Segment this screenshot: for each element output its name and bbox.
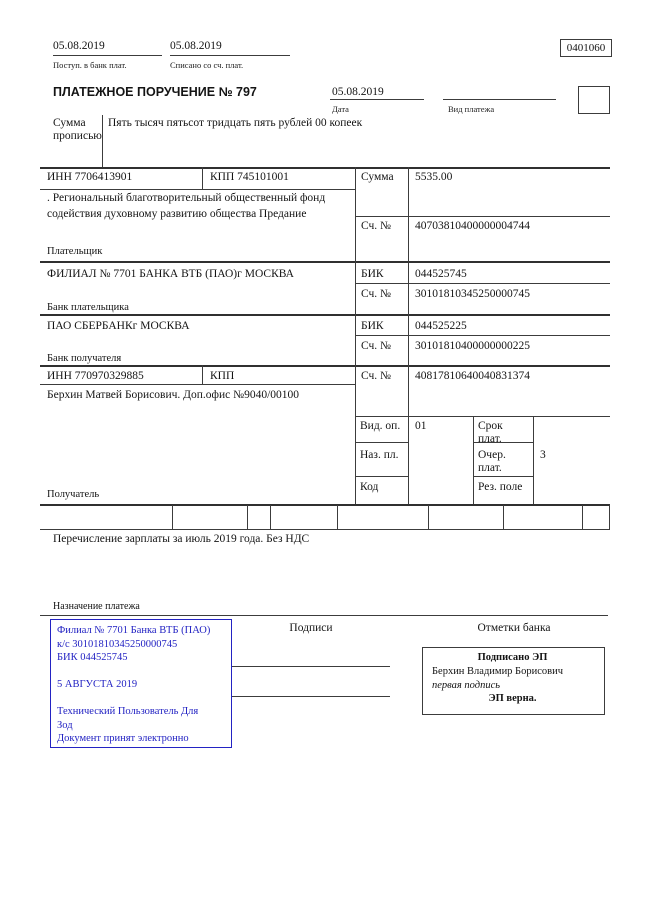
sum-value: 5535.00 (415, 171, 453, 183)
signature-line (232, 666, 390, 667)
table-border (40, 261, 610, 263)
stamp-line: Документ принят электронно (57, 733, 189, 744)
payer-bank-account-label: Сч. № (361, 288, 392, 300)
signature-line (232, 696, 390, 697)
signer-name: Берхин Владимир Борисович (432, 666, 563, 677)
ep-verified-text: ЭП верна. (488, 693, 537, 704)
table-border (533, 416, 534, 504)
stamp-line (57, 692, 225, 706)
payer-bank-name: ФИЛИАЛ № 7701 БАНКА ВТБ (ПАО)г МОСКВА (47, 268, 294, 280)
table-border (337, 505, 338, 529)
beneficiary-kpp-label: КПП (210, 370, 235, 382)
received-date: 05.08.2019 (53, 40, 105, 52)
payer-account: 40703810400000004744 (415, 220, 530, 232)
table-border (102, 115, 103, 168)
beneficiary-bank-account: 30101810400000000225 (415, 340, 530, 352)
bank-electronic-stamp (50, 619, 232, 748)
document-date: 05.08.2019 (332, 86, 384, 98)
payer-section-label: Плательщик (47, 246, 103, 257)
table-border (355, 167, 356, 504)
stamp-line: к/с 30101810345250000745 (57, 638, 178, 650)
reserve-field-label: Рез. поле (478, 481, 523, 493)
payment-kind-label: Вид платежа (448, 104, 495, 114)
underline (443, 99, 556, 100)
bank-marks-heading: Отметки банка (477, 622, 551, 634)
table-border (355, 335, 610, 336)
table-border (408, 167, 409, 504)
stamp-line: Технический Пользователь Для (57, 706, 199, 717)
table-border (40, 167, 610, 169)
code-label: Код (360, 481, 379, 493)
underline (53, 55, 162, 56)
signatures-heading: Подписи (289, 622, 333, 634)
payer-bank-bik: 044525745 (415, 268, 467, 280)
table-border (247, 505, 248, 529)
beneficiary-bank-bik: 044525225 (415, 320, 467, 332)
payer-bank-bik-label: БИК (361, 268, 384, 280)
op-type-label: Вид. оп. (360, 420, 401, 432)
table-border (40, 365, 610, 367)
stamp-line: Филиал № 7701 Банка ВТБ (ПАО) (57, 625, 211, 636)
purpose-code-label: Наз. пл. (360, 449, 399, 461)
table-border (582, 505, 583, 529)
table-border (172, 505, 173, 529)
beneficiary-account: 40817810640040831374 (415, 370, 530, 382)
payer-bank-account: 30101810345250000745 (415, 288, 530, 300)
form-code-box: 0401060 (560, 39, 612, 57)
table-border (40, 504, 610, 506)
payer-bank-section-label: Банк плательщика (47, 302, 129, 313)
payer-inn: ИНН 7706413901 (47, 171, 133, 183)
debited-date: 05.08.2019 (170, 40, 222, 52)
table-border (355, 442, 408, 443)
table-border (355, 476, 408, 477)
document-title: ПЛАТЕЖНОЕ ПОРУЧЕНИЕ № 797 (53, 85, 257, 99)
debited-date-label: Списано со сч. плат. (170, 60, 244, 70)
amount-words-value: Пять тысяч пятьсот тридцать пять рублей 00 копеек (108, 117, 363, 129)
amount-words-label: Сумма прописью (53, 117, 102, 142)
stamp-line (57, 665, 225, 679)
pay-term-label: Срок плат. (478, 420, 503, 445)
underline (330, 99, 424, 100)
table-border (40, 615, 608, 616)
beneficiary-account-label: Сч. № (361, 370, 392, 382)
received-date-label: Поступ. в банк плат. (53, 60, 127, 70)
underline (170, 55, 290, 56)
priority-value: 3 (540, 449, 546, 461)
op-type-value: 01 (415, 420, 427, 432)
stamp-line: Зод (57, 719, 73, 731)
date-label: Дата (332, 104, 349, 114)
table-border (428, 505, 429, 529)
beneficiary-name: Берхин Матвей Борисович. Доп.офис №9040/00100 (47, 389, 300, 401)
payment-purpose-label: Назначение платежа (53, 601, 140, 612)
signature-role: первая подпись (432, 680, 501, 691)
beneficiary-inn: ИНН 770970329885 (47, 370, 144, 382)
table-border (270, 505, 271, 529)
beneficiary-bank-account-label: Сч. № (361, 340, 392, 352)
sum-label: Сумма (361, 171, 394, 183)
table-border (355, 283, 610, 284)
payment-purpose-text: Перечисление зарплаты за июль 2019 года. Без НДС (53, 533, 310, 545)
stamp-line: 5 АВГУСТА 2019 (57, 679, 138, 690)
table-border (40, 314, 610, 316)
table-border (40, 529, 610, 530)
table-border (473, 476, 533, 477)
beneficiary-bank-name: ПАО СБЕРБАНКг МОСКВА (47, 320, 190, 332)
payment-kind-box (578, 86, 610, 114)
table-border (202, 365, 203, 384)
beneficiary-section-label: Получатель (47, 489, 100, 500)
table-border (355, 216, 610, 217)
payer-kpp: КПП 745101001 (210, 171, 289, 183)
priority-label: Очер. плат. (478, 449, 506, 474)
table-border (473, 416, 474, 504)
signed-ep-title: Подписано ЭП (477, 652, 548, 663)
table-border (202, 167, 203, 189)
beneficiary-bank-section-label: Банк получателя (47, 353, 122, 364)
table-border (609, 505, 610, 529)
payer-name: . Региональный благотворительный общественный фонд содействия духовному развитию общества Предание (47, 192, 326, 220)
beneficiary-bank-bik-label: БИК (361, 320, 384, 332)
stamp-line: БИК 044525745 (57, 652, 128, 663)
table-border (503, 505, 504, 529)
table-border (355, 416, 610, 417)
payer-account-label: Сч. № (361, 220, 392, 232)
table-border (40, 384, 355, 385)
